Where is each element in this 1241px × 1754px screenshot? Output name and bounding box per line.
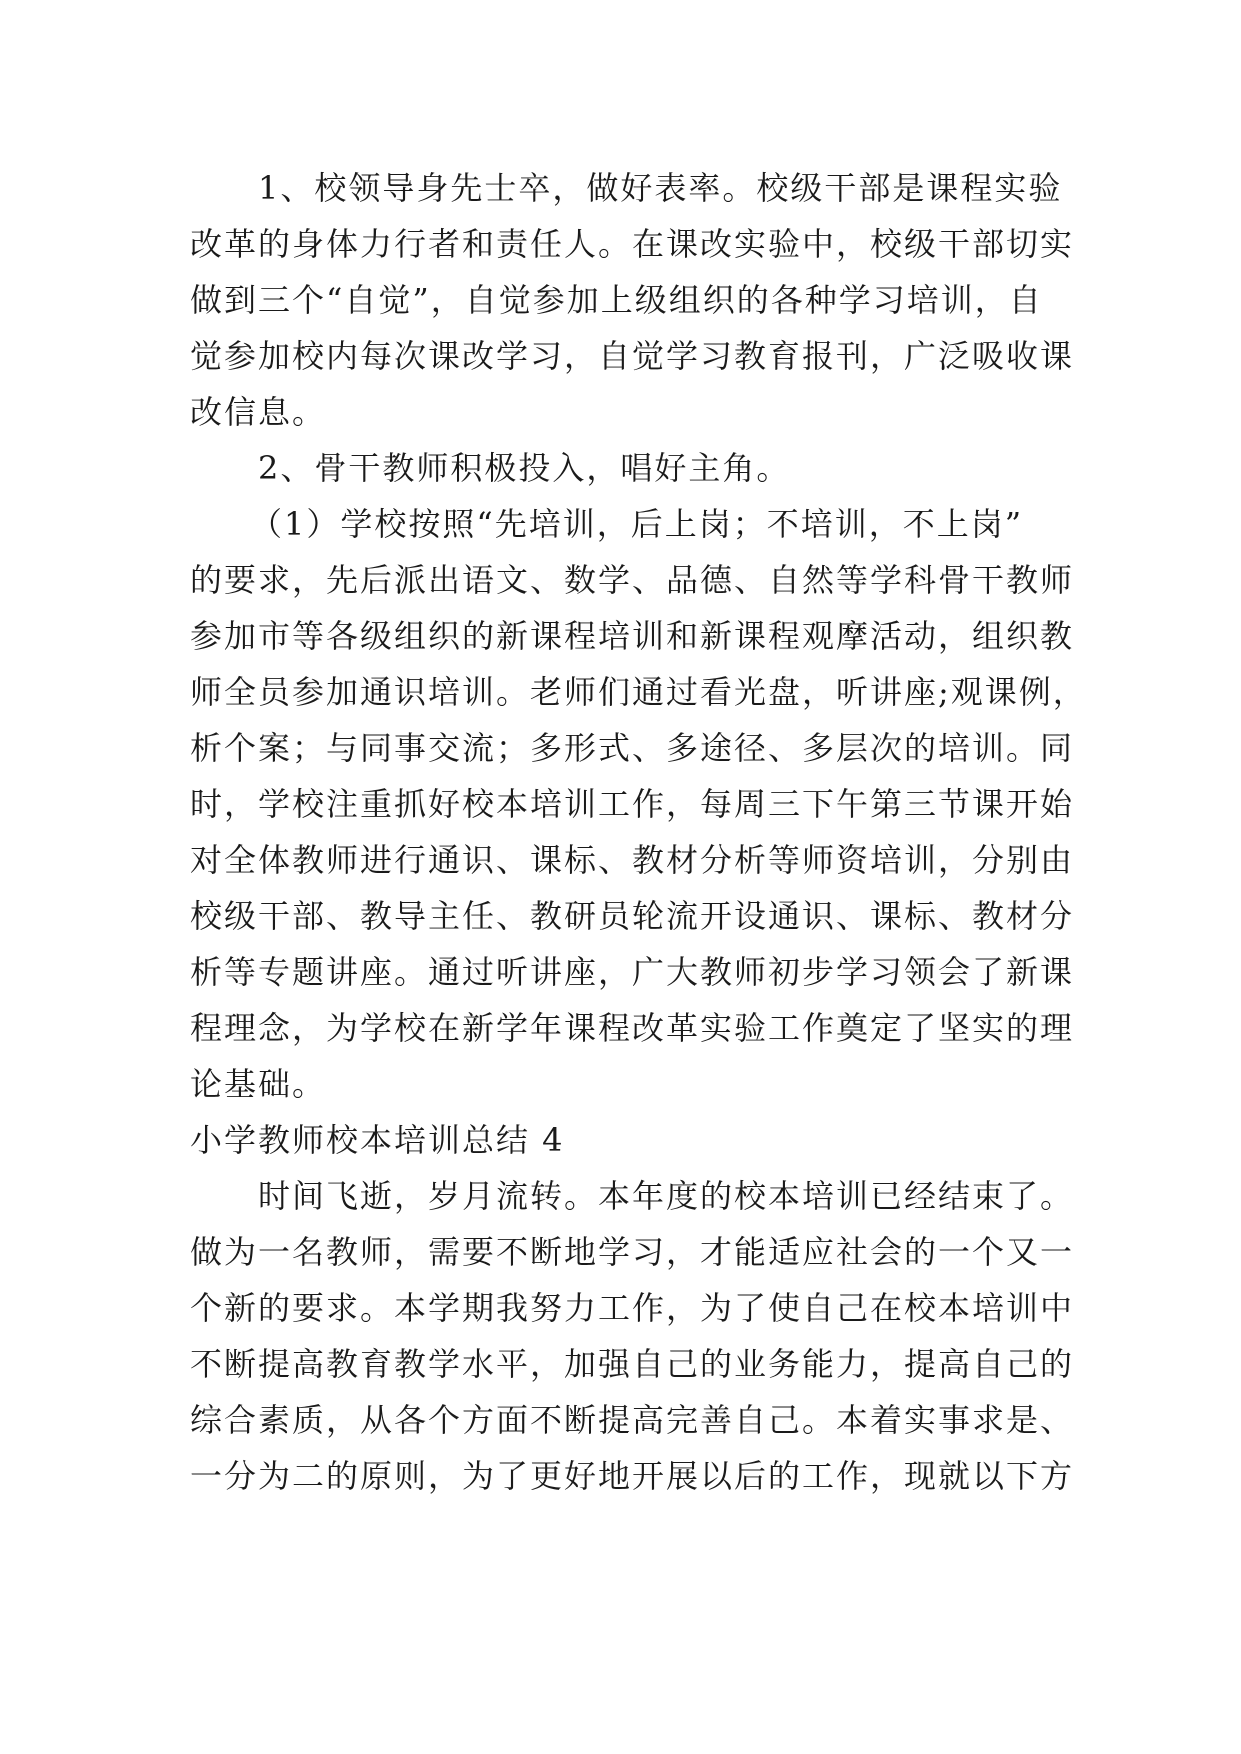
paragraph-3-line-7: 对全体教师进行通识、课标、教材分析等师资培训，分别由 xyxy=(190,841,1075,879)
paragraph-1-line-2: 改革的身体力行者和责任人。在课改实验中，校级干部切实 xyxy=(190,225,1075,263)
paragraph-3-line-5: 析个案；与同事交流；多形式、多途径、多层次的培训。同 xyxy=(190,729,1075,767)
paragraph-4-line-4: 不断提高教育教学水平，加强自己的业务能力，提高自己的 xyxy=(190,1345,1075,1383)
paragraph-3-line-1: （1）学校按照“先培训，后上岗；不培训，不上岗” xyxy=(250,505,1024,543)
paragraph-3-line-2: 的要求，先后派出语文、数学、品德、自然等学科骨干教师 xyxy=(190,561,1075,599)
paragraph-1-line-1: 1、校领导身先士卒，做好表率。校级干部是课程实验 xyxy=(258,169,1063,207)
paragraph-4-line-1: 时间飞逝，岁月流转。本年度的校本培训已经结束了。 xyxy=(258,1177,1075,1215)
paragraph-3-line-11: 论基础。 xyxy=(190,1065,327,1103)
paragraph-3-line-4: 师全员参加通识培训。老师们通过看光盘，听讲座;观课例， xyxy=(190,673,1087,711)
paragraph-4-line-6: 一分为二的原则，为了更好地开展以后的工作，现就以下方 xyxy=(190,1457,1075,1495)
paragraph-4-line-3: 个新的要求。本学期我努力工作，为了使自己在校本培训中 xyxy=(190,1289,1075,1327)
paragraph-3-line-3: 参加市等各级组织的新课程培训和新课程观摩活动，组织教 xyxy=(190,617,1075,655)
paragraph-3-line-8: 校级干部、教导主任、教研员轮流开设通识、课标、教材分 xyxy=(190,897,1075,935)
paragraph-4-line-2: 做为一名教师，需要不断地学习，才能适应社会的一个又一 xyxy=(190,1233,1075,1271)
paragraph-1-line-5: 改信息。 xyxy=(190,393,327,431)
paragraph-1-line-4: 觉参加校内每次课改学习，自觉学习教育报刊，广泛吸收课 xyxy=(190,337,1075,375)
paragraph-3-line-6: 时，学校注重抓好校本培训工作，每周三下午第三节课开始 xyxy=(190,785,1075,823)
paragraph-3-line-9: 析等专题讲座。通过听讲座，广大教师初步学习领会了新课 xyxy=(190,953,1075,991)
section-heading: 小学教师校本培训总结 4 xyxy=(190,1121,565,1159)
paragraph-4-line-5: 综合素质，从各个方面不断提高完善自己。本着实事求是、 xyxy=(190,1401,1075,1439)
paragraph-2-line-1: 2、骨干教师积极投入，唱好主角。 xyxy=(258,449,791,487)
paragraph-1-line-3: 做到三个“自觉”，自觉参加上级组织的各种学习培训，自 xyxy=(190,281,1043,319)
paragraph-3-line-10: 程理念，为学校在新学年课程改革实验工作奠定了坚实的理 xyxy=(190,1009,1075,1047)
